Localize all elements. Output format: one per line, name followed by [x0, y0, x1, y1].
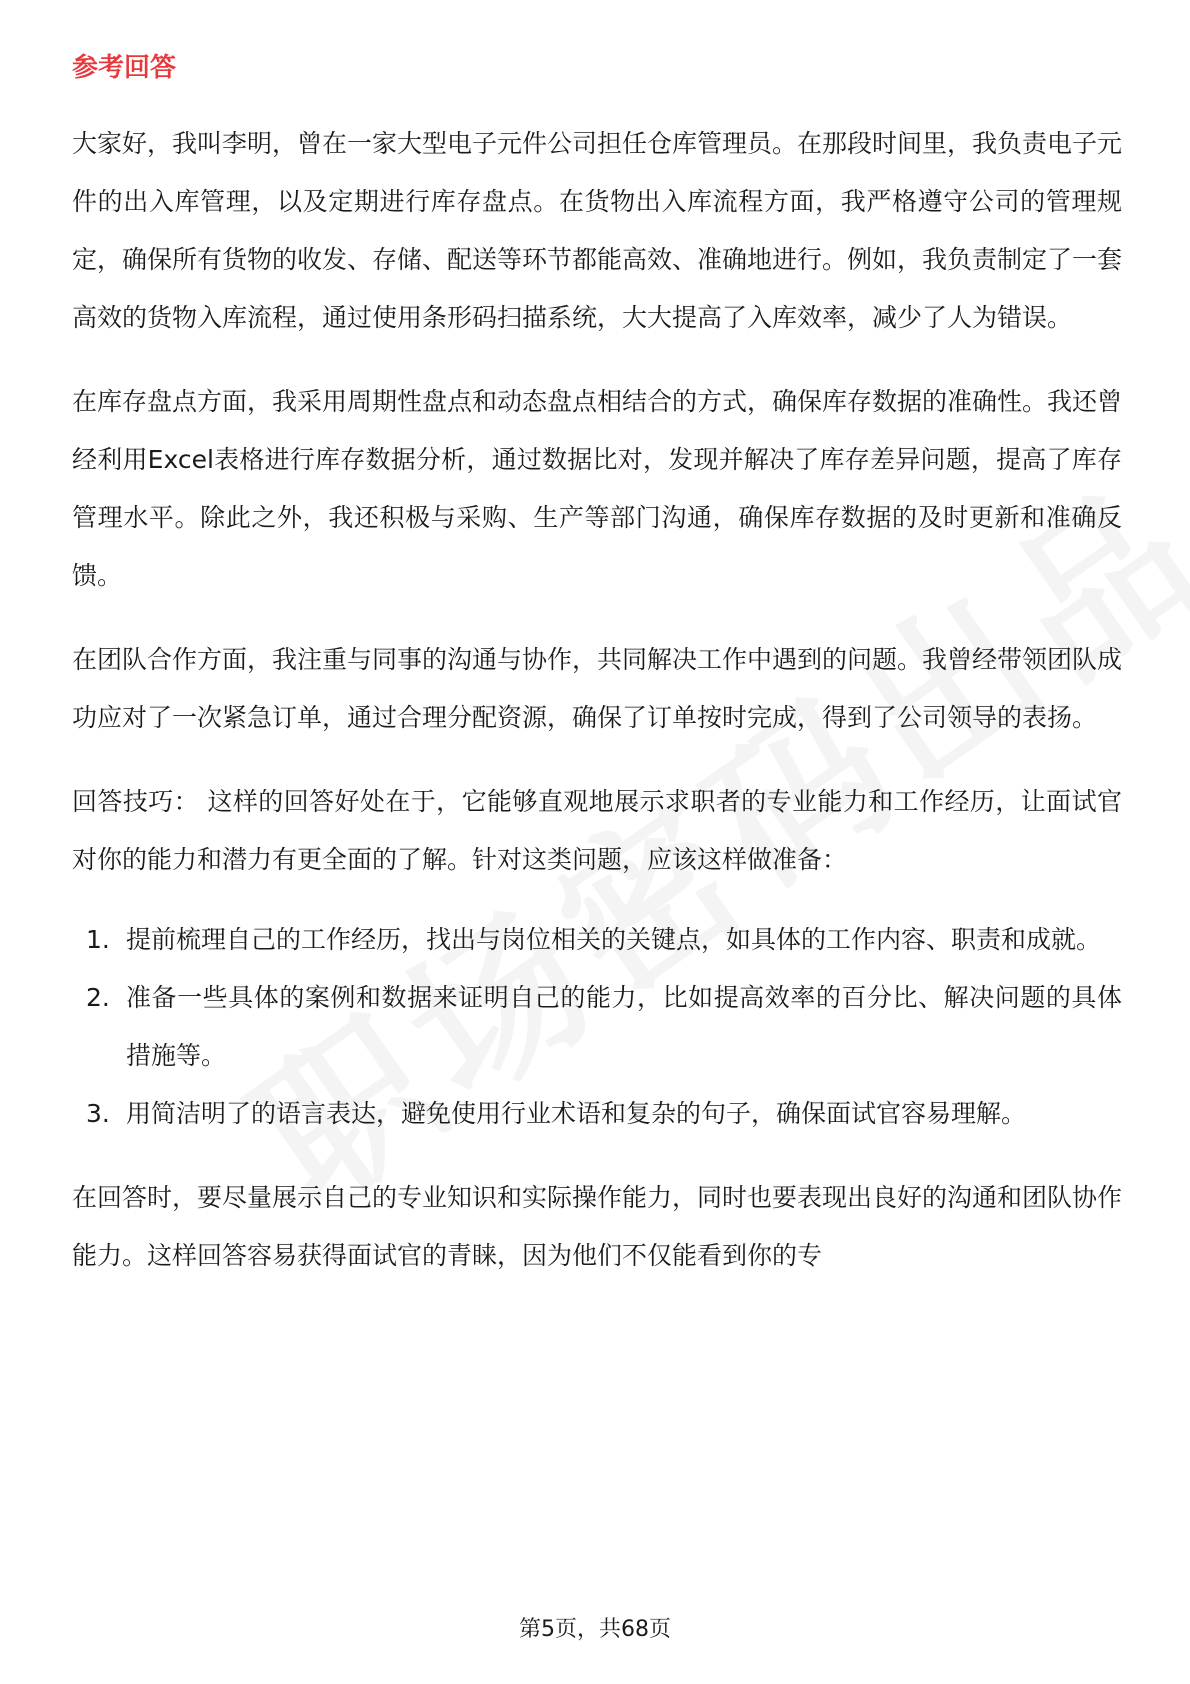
list-item — [72, 911, 1122, 969]
paragraph-tips-intro: 回答技巧： 这样的回答好处在于，它能够直观地展示求职者的专业能力和工作经历，让面试官对你的能力和潜力有更全面的了解。针对这类问题，应该这样做准备： — [72, 787, 1122, 874]
list-item-text: 用简洁明了的语言表达，避免使用行业术语和复杂的句子，确保面试官容易理解。 — [126, 1099, 1027, 1128]
paragraph-closing: 在回答时，要尽量展示自己的专业知识和实际操作能力，同时也要表现出良好的沟通和团队协作能力。这样回答容易获得面试官的青睐，因为他们不仅能看到你的专 — [72, 1183, 1123, 1270]
list-item — [72, 969, 1122, 1085]
list-item-text: 提前梳理自己的工作经历，找出与岗位相关的关键点，如具体的工作内容、职责和成就。 — [126, 925, 1102, 954]
list-item-text: 准备一些具体的案例和数据来证明自己的能力，比如提高效率的百分比、解决问题的具体措施等。 — [126, 983, 1122, 1070]
paragraph-inventory: 在库存盘点方面，我采用周期性盘点和动态盘点相结合的方式，确保库存数据的准确性。我还曾经利用Excel表格进行库存数据分析，通过数据比对，发现并解决了库存差异问题，提高了库存管理水平。除此之外，我还积极与采购、生产等部门沟通，确保库存数据的及时更新和准确反馈。 — [72, 387, 1123, 590]
section-heading: 参考回答 — [72, 53, 177, 83]
list-item — [72, 1085, 1122, 1143]
answer-body — [72, 115, 1122, 1311]
page-number: 第5页，共68页 — [519, 1617, 671, 1642]
list-item-number: 2. — [86, 983, 110, 1012]
list-item-number: 1. — [86, 925, 110, 954]
paragraph-teamwork: 在团队合作方面，我注重与同事的沟通与协作，共同解决工作中遇到的问题。我曾经带领团队成功应对了一次紧急订单，通过合理分配资源，确保了订单按时完成，得到了公司领导的表扬。 — [72, 645, 1123, 732]
list-item-number: 3. — [86, 1099, 110, 1128]
paragraph-intro: 大家好，我叫李明，曾在一家大型电子元件公司担任仓库管理员。在那段时间里，我负责电子元件的出入库管理，以及定期进行库存盘点。在货物出入库流程方面，我严格遵守公司的管理规定，确保所有货物的收发、存储、配送等环节都能高效、准确地进行。例如，我负责制定了一套高效的货物入库流程，通过使用条形码扫描系统，大大提高了入库效率，减少了人为错误。 — [72, 129, 1123, 332]
tips-list — [72, 911, 1122, 1143]
